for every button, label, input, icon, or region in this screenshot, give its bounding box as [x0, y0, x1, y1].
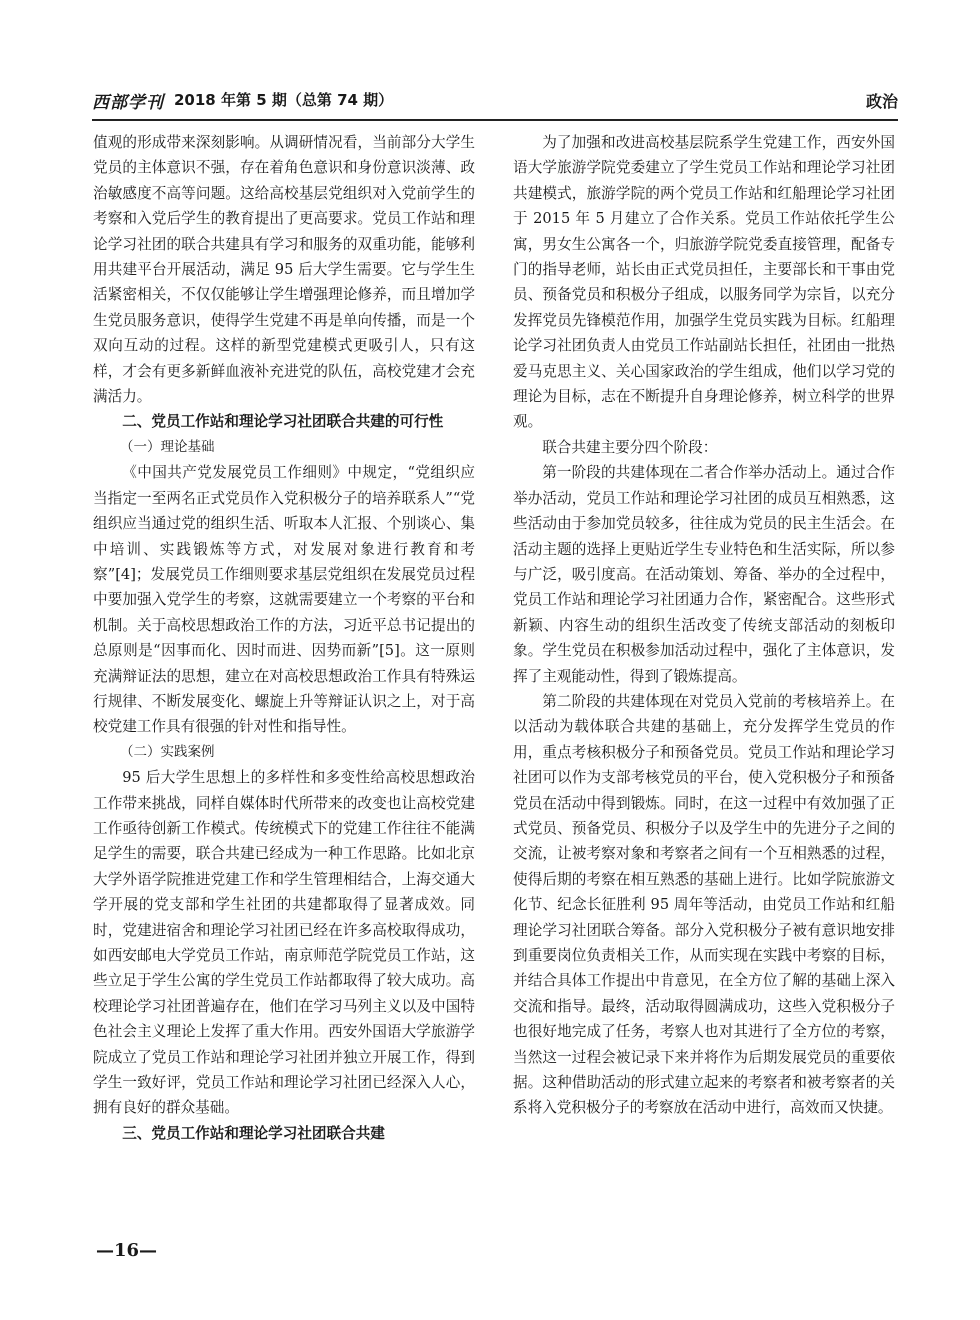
header-rule [92, 119, 898, 121]
section-heading: 三、党员工作站和理论学习社团联合共建 [122, 1124, 385, 1142]
section-label: 政治 [865, 92, 898, 111]
issue-info: 2018 年第 5 期（总第 74 期） [174, 91, 394, 109]
journal-logo: 西部学刊 [92, 93, 164, 113]
paragraph: 第二阶段的共建体现在对党员入党前的考核培养上。在以活动为载体联合共建的基础上，充分发挥学生党员的作用，重点考核积极分子和预备党员。党员工作站和理论学习社团可以作为支部考核党员的平台，使入党积极分子和预备党员在活动中得到锻炼。同时，在这一过程中有效加强了正式党员、预备党员、积极分子以及学生中的先进分子之间的交流，让被考察对象和考察者之间有一个互相熟悉的过程，使得后期的考察在相互熟悉的基础上进行。比如学院旅游文化节、纪念长征胜利 95 周年等活动，由党员工作站和红船理论学习社团联合筹备。部分入党积极分子被有意识地安排到重要岗位负责相关工作，从而实现在实践中考察的目标，并结合具体工作提出中肯意见，在全方位了解的基础上深入交流和指导。最终，活动取得圆满成功，这些入党积极分子也很好地完成了任务，考察人也对其进行了全方位的考察，当然这一过程会被记录下来并将作为后期发展党员的重要依据。这种借助活动的形式建立起来的考察者和被考察者的关系将入党积极分子的考察放在活动中进行，高效而又快捷。 [513, 692, 895, 1117]
section-heading: 二、党员工作站和理论学习社团联合共建的可行性 [122, 413, 444, 431]
paragraph: 第一阶段的共建体现在二者合作举办活动上。通过合作举办活动，党员工作站和理论学习社团的成员互相熟悉，这些活动由于参加党员较多，往往成为党员的民主生活会。在活动主题的选择上更贴近学生专业特色和生活实际，所以参与广泛，吸引度高。在活动策划、筹备、举办的全过程中，党员工作站和理论学习社团通力合作，紧密配合。这些形式新颖、内容生动的组织生活改变了传统支部活动的刻板印象。学生党员在积极参加活动过程中，强化了主体意识，发挥了主观能动性，得到了锻炼提高。 [513, 464, 895, 685]
paragraph: 值观的形成带来深刻影响。从调研情况看，当前部分大学生党员的主体意识不强，存在着角色意识和身份意识淡薄、政治敏感度不高等问题。这给高校基层党组织对入党前学生的考察和入党后学生的教育提出了更高要求。党员工作站和理论学习社团的联合共建具有学习和服务的双重功能，能够利用共建平台开展活动，满足 95 后大学生需要。它与学生生活紧密相关，不仅仅能够让学生增强理论修养，而且增加学生党员服务意识，使得学生党建不再是单向传播，而是一个双向互动的过程。这样的新型党建模式更吸引人，只有这样，才会有更多新鲜血液补充进党的队伍，高校党建才会充满活力。 [93, 134, 475, 406]
paragraph: 联合共建主要分四个阶段： [542, 438, 718, 456]
paragraph: 95 后大学生思想上的多样性和多变性给高校思想政治工作带来挑战，同样自媒体时代所带来的改变也让高校党建工作亟待创新工作模式。传统模式下的党建工作往往不能满足学生的需要，联合共建已经成为一种工作思路。比如北京大学外语学院推进党建工作和学生管理相结合，上海交通大学开展的党支部和学生社团的共建都取得了显著成效。同时，党建进宿舍和理论学习社团已经在许多高校取得成功，如西安邮电大学党员工作站，南京师范学院党员工作站，这些立足于学生公寓的学生党员工作站都取得了较大成功。高校理论学习社团普遍存在，他们在学习马列主义以及中国特色社会主义理论上发挥了重大作用。西安外国语大学旅游学院成立了党员工作站和理论学习社团并独立开展工作，得到学生一致好评，党员工作站和理论学习社团已经深入人心，拥有良好的群众基础。 [93, 769, 475, 1117]
subsection-heading: （二）实践案例 [120, 743, 215, 760]
paragraph: 为了加强和改进高校基层院系学生党建工作，西安外国语大学旅游学院党委建立了学生党员工作站和理论学习社团共建模式，旅游学院的两个党员工作站和红船理论学习社团于 2015 年 5 月建立了合作关系。党员工作站依托学生公寓，男女生公寓各一个，归旅游学院党委直接管理，配备专门的指导老师，站长由正式党员担任，主要部长和干事由党员、预备党员和积极分子组成，以服务同学为宗旨，以充分发挥党员先锋模范作用，加强学生党员实践为目标。红船理论学习社团负责人由党员工作站副站长担任，社团由一批热爱马克思主义、关心国家政治的学生组成，他们以学习党的理论为目标，志在不断提升自身理论修养，树立科学的世界观。 [513, 134, 895, 431]
right-column [513, 130, 895, 1121]
subsection-heading: （一）理论基础 [120, 438, 215, 455]
paragraph: 《中国共产党发展党员工作细则》中规定，“党组织应当指定一至两名正式党员作入党积极分子的培养联系人”“党组织应当通过党的组织生活、听取本人汇报、个别谈心、集中培训、实践锻炼等方式，对发展对象进行教育和考察”[4]；发展党员工作细则要求基层党组织在发展党员过程中要加强入党学生的考察，这就需要建立一个考察的平台和机制。关于高校思想政治工作的方法，习近平总书记提出的总原则是“因事而化、因时而进、因势而新”[5]。这一原则充满辩证法的思想，建立在对高校思想政治工作具有特殊运行规律、不断发展变化、螺旋上升等辩证认识之上，对于高校党建工作具有很强的针对性和指导性。 [93, 464, 475, 736]
left-column [93, 130, 475, 1146]
page-number: —16— [96, 1240, 158, 1261]
running-header [92, 86, 898, 116]
